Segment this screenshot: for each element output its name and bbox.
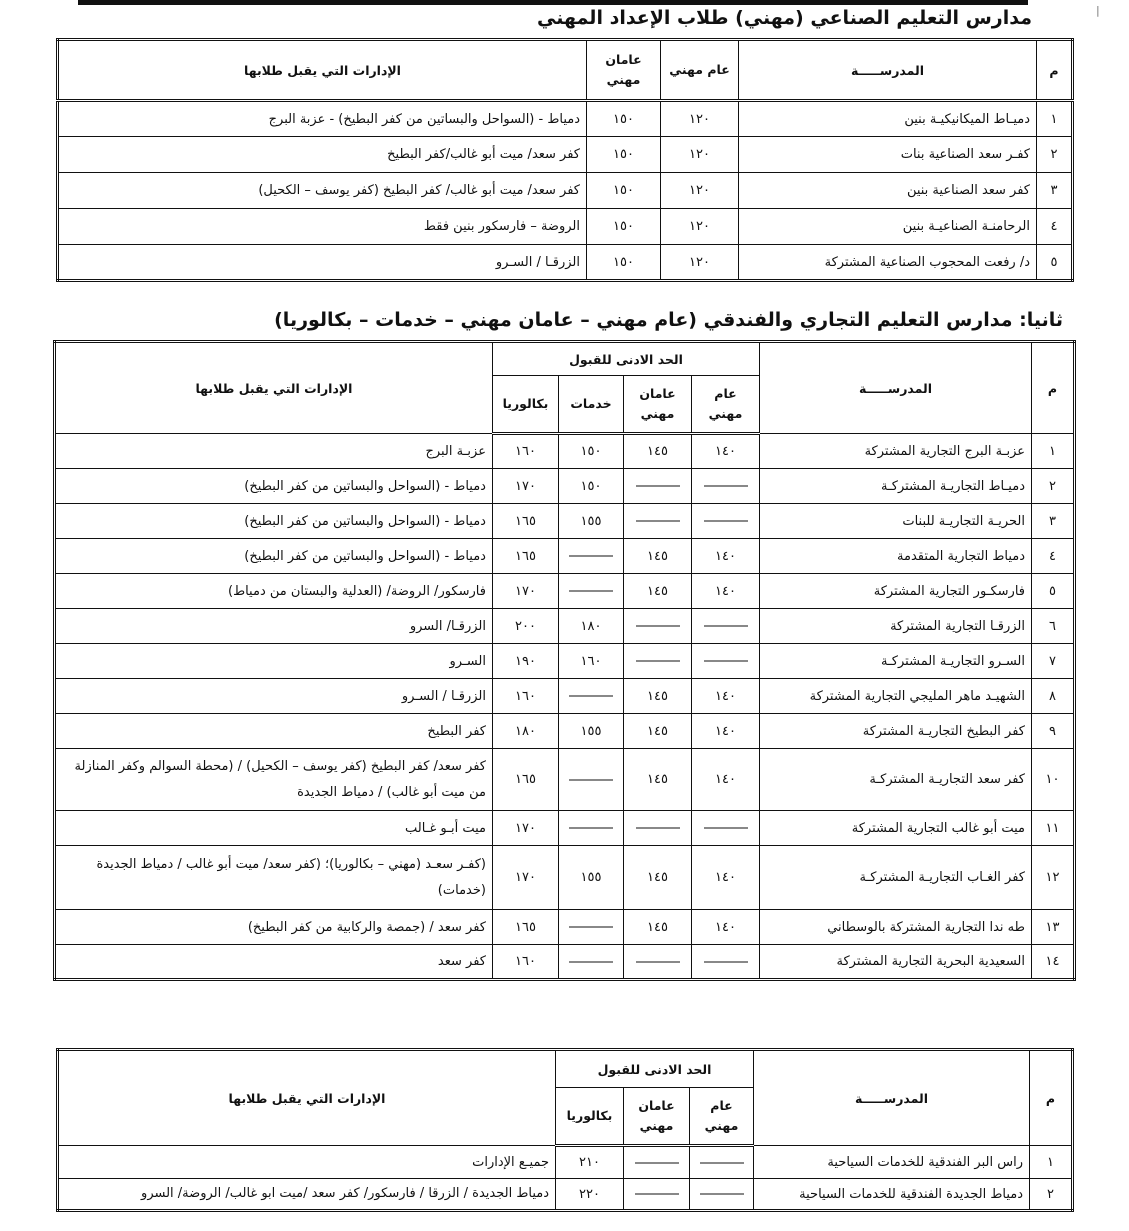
table-cell: الزرقـا/ السرو (55, 609, 493, 644)
empty-dash-cell (690, 1179, 754, 1211)
table-cell: دمياط الجديدة / الزرقا / فارسكور/ كفر سعد /ميت ابو غالب/ الروضة/ السرو (58, 1179, 556, 1211)
table-cell: دميـاط التجاريـة المشتركـة (760, 469, 1032, 504)
table-cell: دمياط - (السواحل والبساتين من كفر البطيخ) (55, 539, 493, 574)
table-cell: ١٣ (1032, 910, 1075, 945)
table-cell: ١٤٠ (692, 846, 760, 910)
table-cell: ١٢٠ (661, 209, 739, 245)
empty-dash-cell (559, 811, 624, 846)
col-header-districts: الإدارات التي يقبل طلابها (55, 342, 493, 434)
table-cell: ١٢٠ (661, 137, 739, 173)
table-cell: ١٤٥ (624, 749, 692, 811)
table-cell: ١٦٠ (492, 434, 558, 469)
table-row (58, 101, 1073, 137)
dash-mark (636, 521, 680, 522)
table-cell: ١٧٠ (492, 574, 558, 609)
table-row (55, 910, 1075, 945)
dash-mark (569, 556, 613, 557)
empty-dash-cell (692, 811, 760, 846)
table-cell: الزرقـا / السـرو (55, 679, 493, 714)
table-cell: الحريـة التجاريـة للبنات (760, 504, 1032, 539)
col-header-two-year: عامان مهني (587, 40, 661, 101)
table-row (58, 209, 1073, 245)
col-header-districts: الإدارات التي يقبل طلابها (58, 40, 587, 101)
table-cell: ١٤٠ (692, 679, 760, 714)
col-header-services: خدمات (559, 376, 624, 434)
top-rule (78, 0, 1028, 5)
col-header-general: عام مهني (692, 376, 760, 434)
col-header-min-group: الحد الادنى للقبول (556, 1050, 754, 1088)
dash-mark (704, 626, 748, 627)
empty-dash-cell (624, 609, 692, 644)
dash-mark (636, 626, 680, 627)
col-header-num: م (1030, 1050, 1073, 1146)
table-cell: ٢ (1032, 469, 1075, 504)
col-header-school: المدرســـــة (754, 1050, 1030, 1146)
empty-dash-cell (690, 1146, 754, 1179)
table-industrial (56, 38, 1074, 282)
table-cell: ١٦٠ (559, 644, 624, 679)
table-cell: ١٥٥ (559, 846, 624, 910)
table-cell: ١٤٠ (692, 539, 760, 574)
table-cell: كفر البطيخ (55, 714, 493, 749)
dash-mark (704, 661, 748, 662)
dash-mark (636, 486, 680, 487)
table-row (58, 137, 1073, 173)
table-cell: ٣ (1037, 173, 1073, 209)
dash-mark (569, 591, 613, 592)
table-cell: كفر سعد/ ميت أبو غالب/كفر البطيخ (58, 137, 587, 173)
table-cell: ١٢ (1032, 846, 1075, 910)
empty-dash-cell (559, 679, 624, 714)
table-cell: عزبـة البرج (55, 434, 493, 469)
col-header-districts: الإدارات التي يقبل طلابها (58, 1050, 556, 1146)
col-header-school: المدرســـــة (760, 342, 1032, 434)
table-cell: ١٢٠ (661, 101, 739, 137)
table-row (58, 173, 1073, 209)
table-cell: ١٤٥ (624, 679, 692, 714)
table-row (55, 811, 1075, 846)
table-cell: ١٦٠ (492, 679, 558, 714)
table-row (55, 749, 1075, 811)
col-header-num: م (1037, 40, 1073, 101)
table-cell: ١٥٠ (587, 209, 661, 245)
table-cell: راس البر الفندقية للخدمات السياحية (754, 1146, 1030, 1179)
dash-mark (569, 779, 613, 780)
dash-mark (704, 521, 748, 522)
table-cell: دمياط - (السواحل والبساتين من كفر البطيخ) (55, 504, 493, 539)
table-cell: ٩ (1032, 714, 1075, 749)
table-cell: ١٤٠ (692, 714, 760, 749)
table-cell: الزرقـا / السـرو (58, 245, 587, 281)
table-cell: كفر سعد/ كفر البطيخ (كفر يوسف – الكحيل) / (محطة السوالم وكفر المنازلة من ميت أبو غالب) / دمياط الجديدة (55, 749, 493, 811)
table-cell: ٧ (1032, 644, 1075, 679)
table-row (58, 1146, 1073, 1179)
dash-mark (635, 1194, 679, 1195)
table-cell: الروضة – فارسكور بنين فقط (58, 209, 587, 245)
table-cell: كفـر سعد الصناعية بنات (739, 137, 1037, 173)
col-header-general: عام مهني (661, 40, 739, 101)
table-cell: كفر سعد التجاريـة المشتركـة (760, 749, 1032, 811)
table-cell: الزرقـا التجارية المشتركة (760, 609, 1032, 644)
table-cell: ١٨٠ (559, 609, 624, 644)
dash-mark (636, 828, 680, 829)
table-cell: ١٤٥ (624, 574, 692, 609)
table-cell: ٢١٠ (556, 1146, 624, 1179)
table-cell: ١ (1037, 101, 1073, 137)
dash-mark (636, 961, 680, 962)
table-row (55, 945, 1075, 980)
table-row (55, 574, 1075, 609)
table-cell: ١٢٠ (661, 245, 739, 281)
table-cell: جميـع الإدارات (58, 1146, 556, 1179)
table-cell: دمياط التجارية المتقدمة (760, 539, 1032, 574)
table-cell: ١٤٠ (692, 434, 760, 469)
table-cell: ١٠ (1032, 749, 1075, 811)
table-cell: كفر البطيخ التجاريـة المشتركة (760, 714, 1032, 749)
table-cell: د/ رفعت المحجوب الصناعية المشتركة (739, 245, 1037, 281)
table-cell: ١٤٥ (624, 846, 692, 910)
table-cell: ١٤٠ (692, 749, 760, 811)
table-cell: ١٨٠ (492, 714, 558, 749)
empty-dash-cell (692, 609, 760, 644)
col-header-baccalaureate: بكالوريا (492, 376, 558, 434)
table-hotel (56, 1048, 1074, 1212)
table-cell: ٢ (1030, 1179, 1073, 1211)
table-cell: ١٦٥ (492, 749, 558, 811)
table-cell: ٢٠٠ (492, 609, 558, 644)
dash-mark (569, 696, 613, 697)
empty-dash-cell (624, 811, 692, 846)
empty-dash-cell (624, 1179, 690, 1211)
empty-dash-cell (692, 945, 760, 980)
col-header-two-year: عامان مهني (624, 1088, 690, 1146)
table-cell: دمياط الجديدة الفندقية للخدمات السياحية (754, 1179, 1030, 1211)
table-cell: ١٥٥ (559, 504, 624, 539)
table-cell: ١٦٥ (492, 910, 558, 945)
table-cell: ١٤٥ (624, 714, 692, 749)
table-cell: ٣ (1032, 504, 1075, 539)
table-cell: ١٥٠ (587, 101, 661, 137)
table-cell: ٤ (1032, 539, 1075, 574)
table-cell: ١٩٠ (492, 644, 558, 679)
table-cell: فارسكـور التجارية المشتركة (760, 574, 1032, 609)
section1-title: مدارس التعليم الصناعي (مهني) طلاب الإعداد المهني (537, 7, 1032, 29)
table-cell: ١ (1030, 1146, 1073, 1179)
table-cell: السـرو (55, 644, 493, 679)
col-header-school: المدرســـــة (739, 40, 1037, 101)
table-cell: دميـاط الميكانيكيـة بنين (739, 101, 1037, 137)
table-cell: ١٦٥ (492, 504, 558, 539)
table-cell: الرحامنـة الصناعيـة بنين (739, 209, 1037, 245)
empty-dash-cell (624, 504, 692, 539)
empty-dash-cell (692, 644, 760, 679)
empty-dash-cell (692, 504, 760, 539)
empty-dash-cell (624, 644, 692, 679)
table-cell: كفر الغـاب التجاريـة المشتركـة (760, 846, 1032, 910)
table-cell: دمياط - (السواحل والبساتين من كفر البطيخ) - عزبة البرج (58, 101, 587, 137)
dash-mark (635, 1162, 679, 1163)
table-row (55, 644, 1075, 679)
table-cell: ١٤٥ (624, 539, 692, 574)
empty-dash-cell (624, 469, 692, 504)
table-row (55, 539, 1075, 574)
table-cell: ١٤٠ (692, 574, 760, 609)
table-row (55, 846, 1075, 910)
table-cell: ٢٢٠ (556, 1179, 624, 1211)
table-cell: ١٤٥ (624, 434, 692, 469)
table-cell: السعيدية البحرية التجارية المشتركة (760, 945, 1032, 980)
table-row (58, 245, 1073, 281)
empty-dash-cell (559, 945, 624, 980)
col-header-general: عام مهني (690, 1088, 754, 1146)
empty-dash-cell (559, 749, 624, 811)
table-cell: ١٧٠ (492, 811, 558, 846)
table-row (55, 504, 1075, 539)
col-header-min-group: الحد الادنى للقبول (492, 342, 759, 376)
section2-title: ثانيا: مدارس التعليم التجاري والفندقي (عام مهني – عامان مهني – خدمات – بكالوريا) (274, 309, 1063, 331)
table-cell: كفر سعد/ ميت أبو غالب/ كفر البطيخ (كفر يوسف – الكحيل) (58, 173, 587, 209)
col-header-baccalaureate: بكالوريا (556, 1088, 624, 1146)
table-cell: ٥ (1032, 574, 1075, 609)
empty-dash-cell (624, 1146, 690, 1179)
table-cell: ٥ (1037, 245, 1073, 281)
table-cell: ١٥٠ (587, 245, 661, 281)
table-cell: ميت أبـو غـالب (55, 811, 493, 846)
table-row (58, 1179, 1073, 1211)
table-commercial-body (55, 434, 1075, 980)
dash-mark (704, 961, 748, 962)
col-header-num: م (1032, 342, 1075, 434)
table-industrial-body (58, 101, 1073, 281)
table-cell: ١٤ (1032, 945, 1075, 980)
empty-dash-cell (559, 910, 624, 945)
col-header-two-year: عامان مهني (624, 376, 692, 434)
table-row (55, 434, 1075, 469)
table-cell: ١٤٥ (624, 910, 692, 945)
empty-dash-cell (624, 945, 692, 980)
table-row (55, 469, 1075, 504)
table-cell: ١٦٠ (492, 945, 558, 980)
table-cell: كفر سعد الصناعية بنين (739, 173, 1037, 209)
dash-mark (700, 1194, 744, 1195)
table-cell: ٨ (1032, 679, 1075, 714)
table-cell: طه ندا التجارية المشتركة بالوسطاني (760, 910, 1032, 945)
dash-mark (569, 828, 613, 829)
table-cell: عزبـة البرج التجارية المشتركة (760, 434, 1032, 469)
table-cell: دمياط - (السواحل والبساتين من كفر البطيخ) (55, 469, 493, 504)
table-cell: ١٧٠ (492, 846, 558, 910)
table-cell: السـرو التجاريـة المشتركـة (760, 644, 1032, 679)
table-cell: ١٥٠ (559, 434, 624, 469)
table-row (55, 609, 1075, 644)
table-cell: كفر سعد (55, 945, 493, 980)
dash-mark (569, 961, 613, 962)
dash-mark (636, 661, 680, 662)
empty-dash-cell (559, 574, 624, 609)
table-cell: الشهيـد ماهر المليجي التجارية المشتركة (760, 679, 1032, 714)
empty-dash-cell (692, 469, 760, 504)
table-cell: ١٦٥ (492, 539, 558, 574)
table-cell: ٢ (1037, 137, 1073, 173)
table-cell: ١٧٠ (492, 469, 558, 504)
table-cell: ١٥٠ (559, 469, 624, 504)
page-mark: | (1096, 4, 1100, 17)
table-hotel-body (58, 1146, 1073, 1211)
table-row (55, 679, 1075, 714)
table-row (55, 714, 1075, 749)
table-cell: (كفـر سعـد (مهني – بكالوريا)؛ (كفر سعد/ ميت أبو غالب / دمياط الجديدة (خدمات) (55, 846, 493, 910)
dash-mark (700, 1162, 744, 1163)
table-cell: ميت أبو غالب التجارية المشتركة (760, 811, 1032, 846)
table-cell: ١١ (1032, 811, 1075, 846)
table-cell: ١٢٠ (661, 173, 739, 209)
table-cell: ١٤٠ (692, 910, 760, 945)
dash-mark (569, 927, 613, 928)
empty-dash-cell (559, 539, 624, 574)
table-cell: كفر سعد / (جمصة والركابية من كفر البطيخ) (55, 910, 493, 945)
table-cell: فارسكور/ الروضة/ (العدلية والبستان من دمياط) (55, 574, 493, 609)
table-commercial (53, 340, 1076, 981)
table-cell: ٦ (1032, 609, 1075, 644)
dash-mark (704, 486, 748, 487)
table-cell: ١٥٠ (587, 173, 661, 209)
dash-mark (704, 828, 748, 829)
table-cell: ٤ (1037, 209, 1073, 245)
table-cell: ١ (1032, 434, 1075, 469)
table-cell: ١٥٠ (587, 137, 661, 173)
table-cell: ١٥٥ (559, 714, 624, 749)
